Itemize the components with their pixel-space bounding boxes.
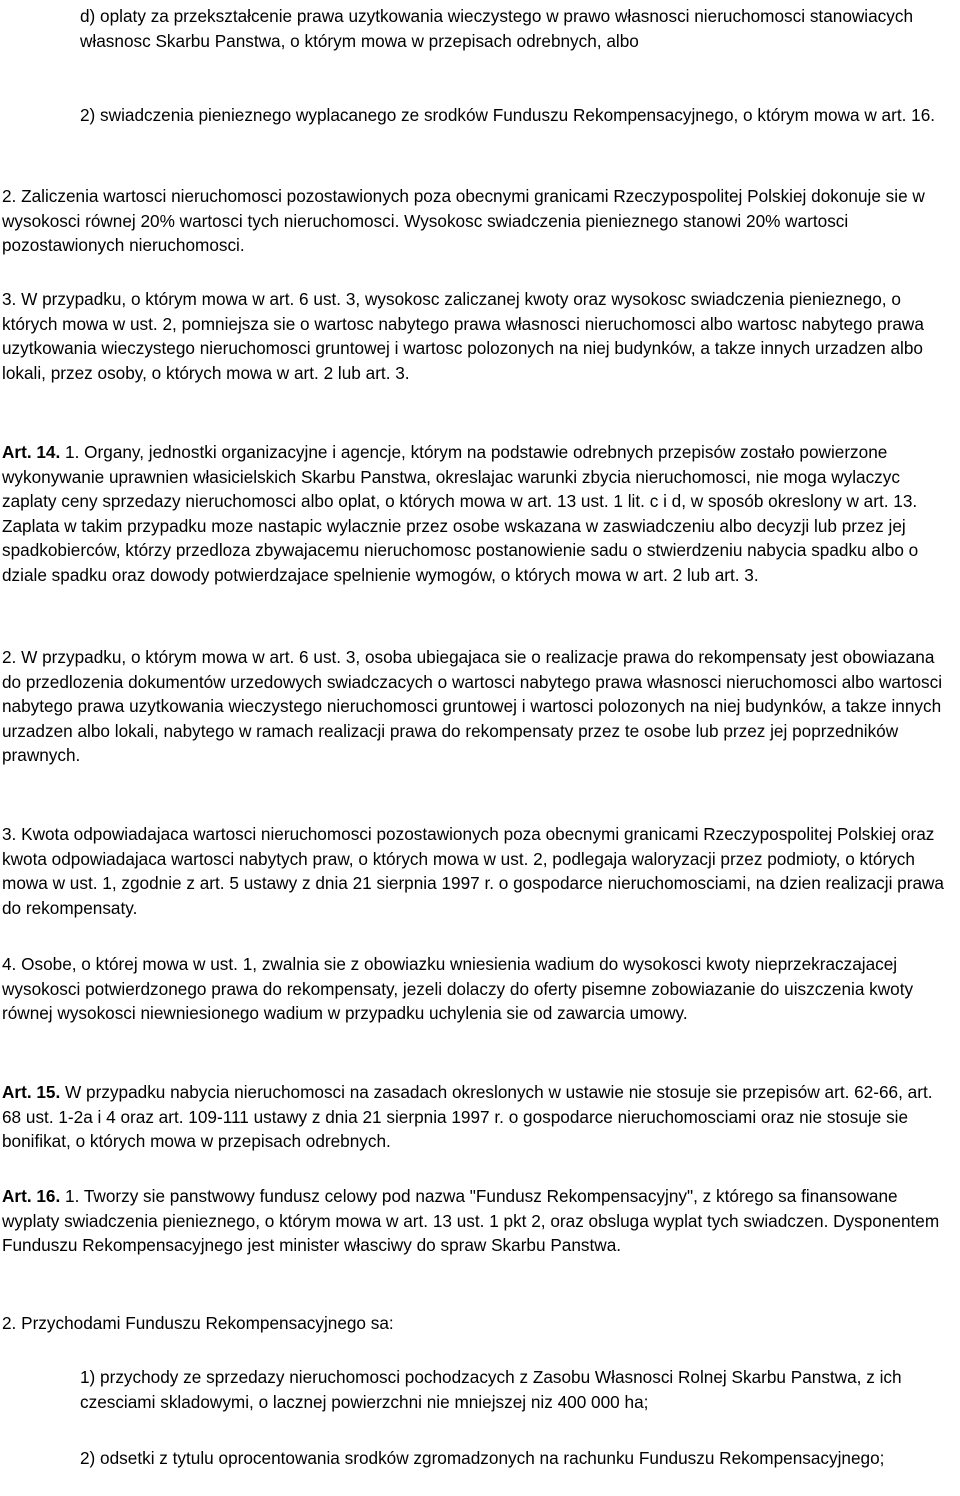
paragraph-art16-ust1 — [2, 1184, 955, 1258]
paragraph-text: d) oplaty za przekształcenie prawa uzytkowania wieczystego w prawo własnosci nieruchomosci stanowiacych własnosc Skarbu Panstwa, o którym mowa w przepisach odrebnych, albo — [80, 6, 914, 51]
paragraph-art16-ust2-pkt1 — [80, 1365, 955, 1414]
paragraph-text: 2) odsetki z tytulu oprocentowania srodków zgromadzonych na rachunku Funduszu Rekompensacyjnego; — [80, 1448, 885, 1468]
paragraph-art14-ust4 — [2, 952, 955, 1026]
paragraph-art14-ust2 — [2, 645, 955, 768]
paragraph-text: 2. Przychodami Funduszu Rekompensacyjnego sa: — [2, 1313, 394, 1333]
paragraph-text: W przypadku nabycia nieruchomosci na zasadach okreslonych w ustawie nie stosuje sie przepisów art. 62-66, art. 68 ust. 1-2a i 4 oraz art. 109-111 ustawy z dnia 21 sierpnia 1997 r. o gospodarce nieruchomosciami oraz nie stosuje sie bonifikat, o których mowa w przepisach odrebnych. — [2, 1082, 933, 1152]
paragraph-art13-ust3 — [2, 287, 955, 385]
paragraph-art14-ust1 — [2, 440, 955, 588]
paragraph-item-2 — [80, 103, 955, 128]
paragraph-art16-ust2-pkt2 — [80, 1446, 955, 1471]
paragraph-text: 1) przychody ze sprzedazy nieruchomosci pochodzacych z Zasobu Własnosci Rolnej Skarbu Panstwa, z ich czesciami skladowymi, o lacznej powierzchni nie mniejszej niz 400 000 ha; — [80, 1367, 902, 1412]
paragraph-item-d — [80, 4, 955, 53]
paragraph-art14-ust3 — [2, 822, 955, 920]
article-label: Art. 15. — [2, 1082, 61, 1102]
paragraph-art16-ust2 — [2, 1311, 955, 1336]
article-label: Art. 16. — [2, 1186, 61, 1206]
article-label: Art. 14. — [2, 442, 61, 462]
paragraph-text: 4. Osobe, o której mowa w ust. 1, zwalnia sie z obowiazku wniesienia wadium do wysokosci kwoty nieprzekraczajacej wysokosci potwierdzonego prawa do rekompensaty, jezeli dolaczy do oferty pisemne zobowiazanie do uiszczenia kwoty równej wysokosci niewniesionego wadium w przypadku uchylenia sie od zawarcia umowy. — [2, 954, 914, 1024]
paragraph-text: 3. Kwota odpowiadajaca wartosci nieruchomosci pozostawionych poza obecnymi granicami Rzeczypospolitej Polskiej oraz kwota odpowiadajaca wartosci nabytych praw, o których mowa w ust. 2, podlegaja waloryzacji przez podmioty, o których mowa w ust. 1, zgodnie z art. 5 ustawy z dnia 21 sierpnia 1997 r. o gospodarce nieruchomosciami, na dzien realizacji prawa do rekompensaty. — [2, 824, 944, 918]
paragraph-text: 2) swiadczenia pienieznego wyplacanego ze srodków Funduszu Rekompensacyjnego, o którym mowa w art. 16. — [80, 105, 936, 125]
paragraph-text: 1. Organy, jednostki organizacyjne i agencje, którym na podstawie odrebnych przepisów zostało powierzone wykonywanie uprawnien własicielskich Skarbu Panstwa, okreslajac warunki zbycia nieruchomosci, nie moga wylaczyc zaplaty ceny sprzedazy nieruchomosci albo oplat, o których mowa w art. 13 ust. 1 lit. c i d, w sposób okreslony w art. 13. Zaplata w takim przypadku moze nastapic wylacznie przez osobe wskazana w zaswiadczeniu albo decyzji lub przez jej spadkobierców, którzy przedloza zbywajacemu nieruchomosc postanowienie sadu o stwierdzeniu nabycia spadku albo o dziale spadku oraz dowody potwierdzajace spelnienie wymogów, o których mowa w art. 2 lub art. 3. — [2, 442, 919, 585]
paragraph-text: 2. W przypadku, o którym mowa w art. 6 ust. 3, osoba ubiegajaca sie o realizacje prawa do rekompensaty jest obowiazana do przedlozenia dokumentów urzedowych swiadczacych o wartosci nabytego prawa własnosci nieruchomosci albo wartosci nabytego prawa uzytkowania wieczystego nieruchomosci gruntowej i wartosci polozonych na niej budynków, a takze innych urzadzen albo lokali, nabytego w ramach realizacji prawa do rekompensaty przez te osobe lub przez jej poprzedników prawnych. — [2, 647, 943, 766]
paragraph-text: 3. W przypadku, o którym mowa w art. 6 ust. 3, wysokosc zaliczanej kwoty oraz wysokosc swiadczenia pienieznego, o których mowa w ust. 2, pomniejsza sie o wartosc nabytego prawa własnosci nieruchomosci albo wartosc nabytego prawa uzytkowania wieczystego nieruchomosci gruntowej i wartosc polozonych na niej budynków, a takze innych urzadzen albo lokali, przez osoby, o których mowa w art. 2 lub art. 3. — [2, 289, 924, 383]
paragraph-art13-ust2 — [2, 184, 955, 258]
paragraph-text: 1. Tworzy sie panstwowy fundusz celowy pod nazwa "Fundusz Rekompensacyjny", z którego sa finansowane wyplaty swiadczenia pienieznego, o którym mowa w art. 13 ust. 1 pkt 2, oraz obsluga wyplat tych swiadczen. Dysponentem Funduszu Rekompensacyjnego jest minister własciwy do spraw Skarbu Panstwa. — [2, 1186, 940, 1256]
paragraph-art15 — [2, 1080, 955, 1154]
paragraph-text: 2. Zaliczenia wartosci nieruchomosci pozostawionych poza obecnymi granicami Rzeczypospolitej Polskiej dokonuje sie w wysokosci równej 20% wartosci tych nieruchomosci. Wysokosc swiadczenia pienieznego stanowi 20% wartosci pozostawionych nieruchomosci. — [2, 186, 925, 256]
